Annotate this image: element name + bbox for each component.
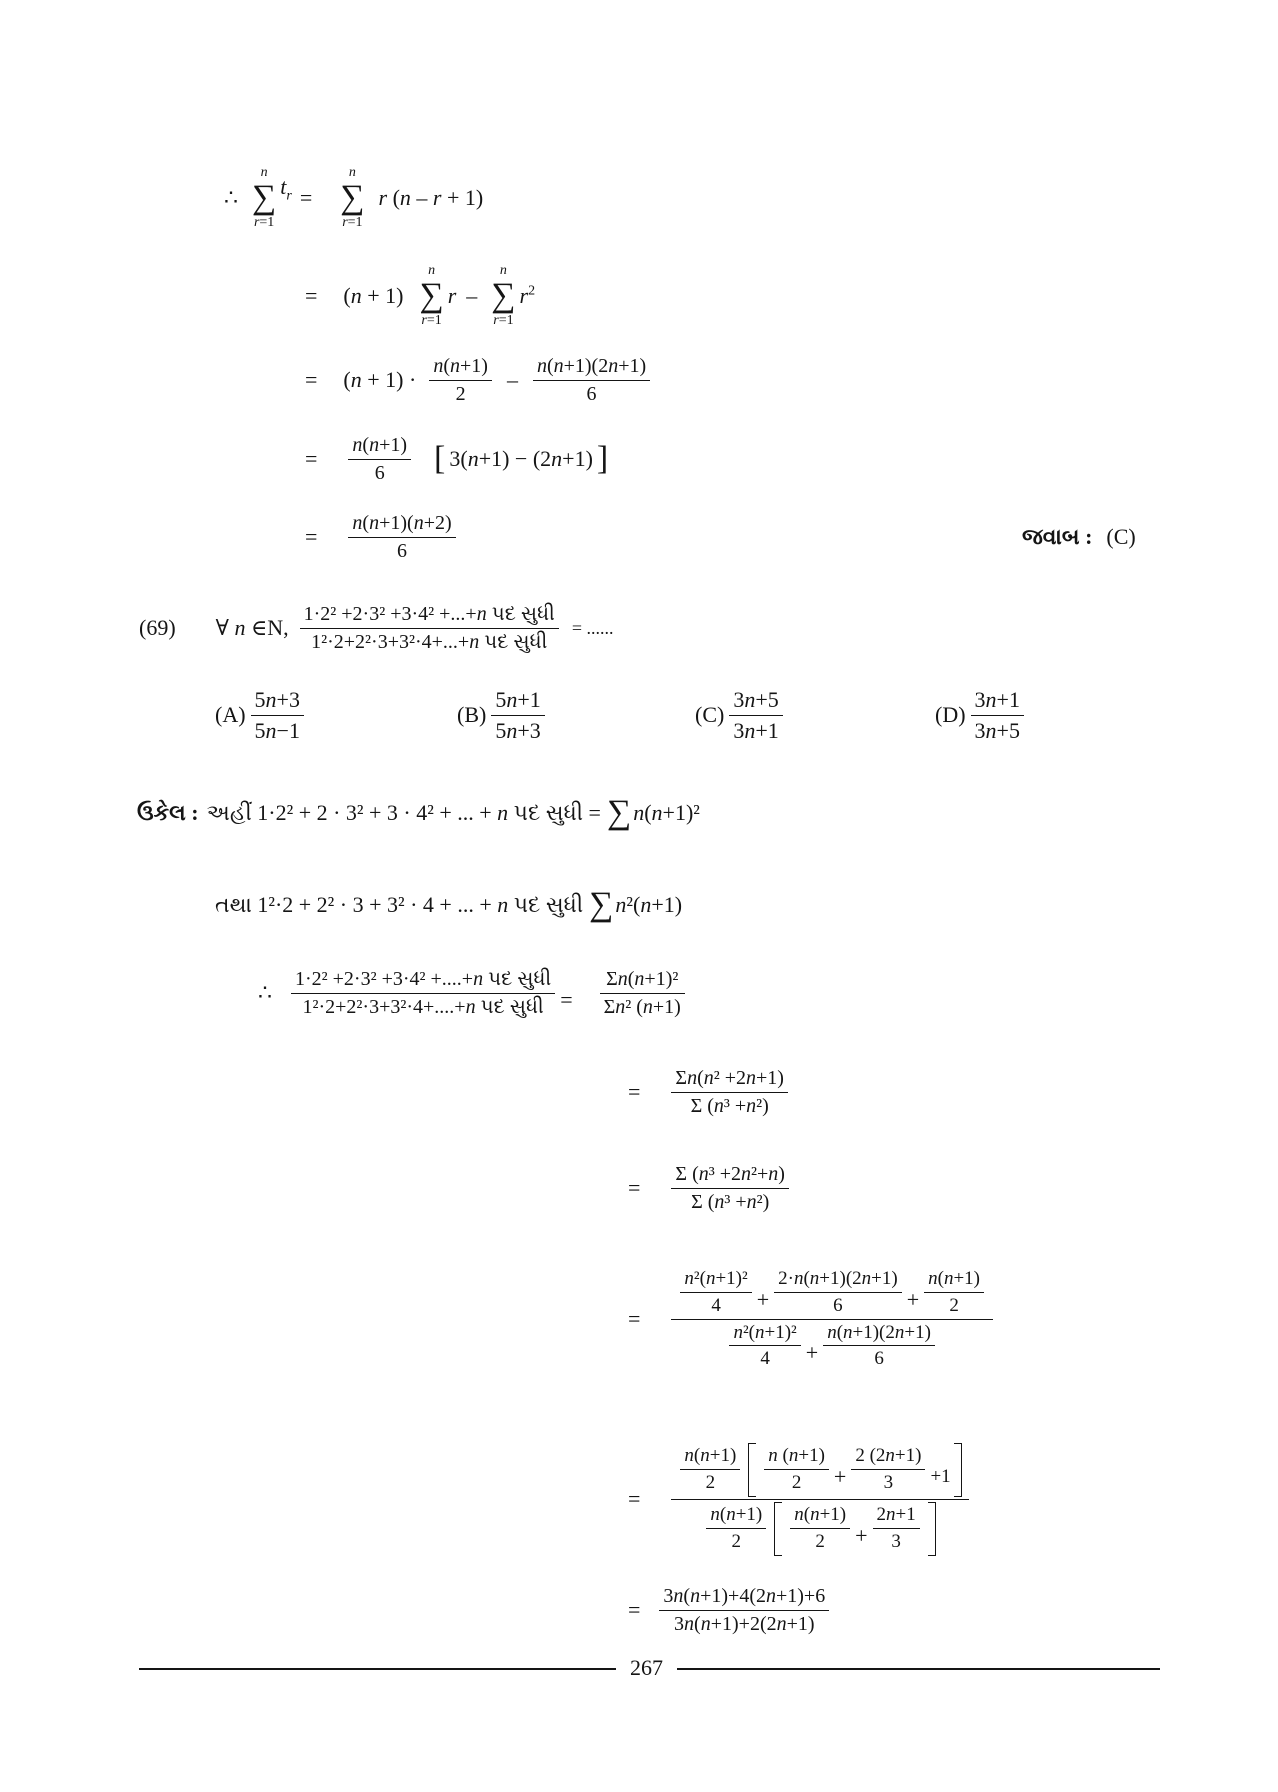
math-variable: n — [633, 800, 645, 826]
equals-sign: = — [305, 367, 318, 393]
math-variable: n — [733, 1321, 743, 1343]
math-variable: n — [642, 995, 653, 1018]
fraction-denominator: 5n+3 — [495, 717, 541, 743]
fraction-denominator: 1²·2+2²·3+3²·4+....+n પદ સુધી — [302, 995, 544, 1018]
option-label: (B) — [457, 702, 487, 728]
sum-lower-limit: r=1 — [421, 312, 442, 328]
math-variable: n — [726, 1504, 736, 1526]
math-variable: n — [469, 630, 480, 653]
therefore-symbol: ∴ — [258, 980, 272, 1006]
equals-sign: = — [628, 1079, 641, 1105]
math-variable: n — [506, 717, 518, 743]
option-fraction — [971, 687, 1024, 743]
math-variable: n — [369, 433, 380, 456]
fraction-denominator: 2 — [791, 1472, 802, 1493]
fraction — [429, 355, 492, 406]
option-c — [695, 680, 788, 750]
fraction — [924, 1268, 984, 1317]
math-variable: r — [493, 312, 499, 328]
fraction-denominator: 6 — [586, 382, 597, 405]
math-variable: n — [352, 433, 363, 456]
fraction-numerator: n(n+1) — [429, 355, 492, 381]
sum-term: n²(n+1) — [615, 892, 683, 918]
math-variable: n — [755, 1321, 765, 1343]
summand-squared — [520, 283, 536, 308]
derivation-line-5 — [305, 502, 461, 572]
compound-fraction — [671, 1268, 993, 1370]
sigma-symbol: ∑ — [589, 886, 614, 923]
left-bracket — [748, 1443, 756, 1497]
solution-text: તથા 1²·2 + 2² · 3 + 3² · 4 + ... + n પદ સુધી — [215, 892, 584, 918]
compound-denominator — [671, 1500, 968, 1556]
sum-term: n(n+1)² — [633, 800, 700, 826]
math-variable: n — [684, 1612, 695, 1635]
math-variable: n — [690, 1584, 701, 1607]
summation — [491, 264, 515, 328]
derivation-line-2 — [305, 258, 535, 334]
sigma-symbol: ∑ — [606, 794, 632, 831]
math-variable: n — [499, 263, 507, 279]
math-variable: n — [673, 1584, 684, 1607]
summand — [448, 283, 457, 308]
factor: (n + 1) · — [343, 367, 417, 393]
solution-step-5 — [628, 1434, 974, 1564]
left-bracket — [774, 1502, 782, 1556]
summation — [252, 166, 276, 230]
fraction-denominator: 4 — [729, 1345, 800, 1370]
math-variable: n — [746, 1066, 757, 1089]
sigma-symbol: ∑ — [491, 277, 516, 315]
math-variable: n — [553, 354, 564, 377]
math-variable: n — [465, 995, 476, 1018]
math-variable: n — [793, 1267, 804, 1289]
math-variable: n — [700, 1612, 711, 1635]
math-variable: n — [234, 615, 246, 641]
option-label: (D) — [935, 702, 966, 728]
math-variable: n — [746, 1094, 757, 1117]
sigma-symbol: ∑ — [419, 277, 444, 315]
fraction — [790, 1504, 850, 1553]
fraction — [729, 1322, 800, 1371]
math-variable: n — [698, 1162, 709, 1185]
math-variable: n — [827, 1321, 837, 1343]
answer — [1022, 522, 1136, 552]
math-variable: n — [634, 967, 645, 990]
fraction-denominator: 6 — [397, 539, 408, 562]
math-variable: r — [421, 312, 427, 328]
fraction-denominator: 6 — [823, 1345, 935, 1370]
sum-upper-limit — [261, 166, 268, 180]
math-variable: n — [714, 1190, 725, 1213]
math-variable: n — [768, 1162, 779, 1185]
math-variable: n — [433, 354, 444, 377]
sum-upper-limit — [349, 166, 356, 180]
derivation-line-1 — [214, 160, 483, 236]
fraction-numerator: 3n(n+1)+4(2n+1)+6 — [659, 1585, 829, 1611]
math-variable: n — [350, 367, 362, 393]
sum-upper-limit — [428, 264, 435, 278]
math-variable: n — [768, 1445, 778, 1467]
page-number-text: 267 — [630, 1655, 663, 1681]
fraction-numerator: n²(n+1)² — [680, 1268, 751, 1293]
right-bracket — [954, 1443, 962, 1497]
math-variable: n — [985, 717, 997, 743]
math-variable: n — [746, 1190, 757, 1213]
fraction-numerator: 1·2² +2·3² +3·4² +....+n પદ સુધી — [291, 968, 555, 994]
fraction — [533, 355, 650, 406]
bracket-expression: 3(n+1) − (2n+1) — [449, 446, 593, 472]
footer-rule-left — [139, 1668, 616, 1670]
question-69 — [139, 590, 613, 666]
plus-sign: + — [805, 1340, 819, 1366]
option-label: (A) — [215, 702, 246, 728]
summation — [340, 166, 364, 230]
equals-sign: = — [628, 1597, 641, 1623]
math-variable: n — [497, 800, 509, 826]
fraction — [680, 1445, 740, 1494]
derivation-line-3 — [305, 345, 655, 415]
math-variable: n — [885, 1445, 895, 1467]
fraction-numerator: 2n+1 — [876, 1504, 916, 1526]
fraction-numerator: n(n+1) — [348, 434, 411, 460]
math-variable: r — [253, 214, 260, 230]
close-bracket: ] — [596, 440, 609, 478]
fraction-numerator: n(n+1)(2n+1) — [533, 355, 650, 381]
fraction-numerator: 3n+1 — [971, 687, 1024, 715]
fraction-denominator: Σn² (n+1) — [603, 995, 681, 1018]
fraction-denominator: 6 — [374, 461, 385, 484]
math-variable: n — [741, 1162, 752, 1185]
solution-text: અહીં 1·2² + 2 · 3² + 3 · 4² + ... + n પદ સુધી = — [206, 800, 601, 826]
math-variable: n — [369, 511, 380, 534]
page-number — [616, 1654, 677, 1682]
math-variable: n — [551, 446, 563, 472]
fraction-denominator: 2 — [705, 1472, 716, 1493]
question-fraction — [300, 603, 559, 654]
fraction-numerator: 2·n(n+1)(2n+1) — [774, 1268, 902, 1293]
fraction-numerator: n(n+1) — [710, 1504, 763, 1526]
math-variable: n — [744, 717, 756, 743]
math-variable: r — [519, 283, 529, 309]
fraction-denominator: 3n+5 — [974, 717, 1020, 743]
exponent: 2 — [528, 284, 536, 300]
math-variable: n — [617, 967, 628, 990]
math-variable: n — [776, 1612, 787, 1635]
equals-sign: = — [299, 185, 313, 211]
sigma-symbol: ∑ — [340, 179, 365, 217]
math-variable: n — [705, 1267, 716, 1289]
summation — [419, 264, 443, 328]
math-variable: n — [615, 892, 627, 918]
plus-sign: + — [906, 1286, 920, 1312]
answer-label: જવાબ : — [1022, 524, 1093, 550]
minus-sign: – — [506, 367, 518, 393]
sum-upper-limit — [500, 264, 507, 278]
sum-lower-limit: r=1 — [253, 214, 275, 230]
fraction-denominator: Σ (n³ +n²) — [690, 1094, 769, 1117]
math-variable: n — [399, 185, 411, 211]
sigma-symbol: ∑ — [252, 179, 277, 217]
solution-step-6 — [628, 1578, 834, 1642]
math-variable: n — [943, 1267, 954, 1289]
fraction-denominator: 2 — [455, 382, 466, 405]
fraction-denominator: 3 — [883, 1472, 894, 1493]
fraction-numerator: Σ (n³ +2n²+n) — [671, 1163, 789, 1189]
fraction-denominator: 3n(n+1)+2(2n+1) — [674, 1612, 815, 1635]
summand: r (n – r + 1) — [378, 185, 484, 211]
summand — [520, 283, 529, 308]
math-variable: n — [449, 354, 460, 377]
solution-line-1 — [137, 788, 700, 838]
fraction-denominator: 5n−1 — [254, 717, 300, 743]
fraction-denominator: 2 — [949, 1294, 959, 1316]
fraction-denominator: 1²·2+2²·3+3²·4+...+n પદ સુધી — [311, 630, 548, 653]
option-label: (C) — [695, 702, 725, 728]
fraction-numerator: 2 (2n+1) — [851, 1445, 925, 1470]
plus-sign: + — [756, 1286, 770, 1312]
fraction-denominator: 4 — [711, 1294, 721, 1316]
math-variable: n — [536, 354, 547, 377]
math-variable: n — [260, 165, 268, 181]
math-variable: n — [703, 1066, 714, 1089]
math-variable: n — [352, 511, 363, 534]
option-b — [457, 680, 550, 750]
fraction-numerator: n²(n+1)² — [733, 1321, 797, 1343]
option-fraction — [251, 687, 304, 743]
fraction-numerator: n(n+1)(n+2) — [348, 512, 455, 538]
equals-sign: = — [560, 987, 573, 1013]
math-variable: n — [265, 687, 277, 713]
math-variable: n — [348, 165, 356, 181]
plus-sign: + — [833, 1463, 847, 1489]
fraction — [851, 1445, 925, 1494]
math-variable: n — [744, 687, 756, 713]
fraction — [706, 1504, 766, 1553]
math-variable: r — [432, 185, 442, 211]
solution-step-4 — [628, 1254, 998, 1384]
math-variable: n — [506, 687, 518, 713]
fraction — [823, 1322, 935, 1371]
math-variable: n — [413, 511, 424, 534]
math-variable: n — [428, 263, 436, 279]
equals-sign: = — [305, 524, 318, 550]
fraction-numerator: Σn(n+1)² — [600, 968, 685, 994]
fraction-denominator: 2 — [790, 1528, 850, 1553]
equals-sign: = — [628, 1175, 641, 1201]
solution-step-3 — [628, 1153, 794, 1223]
plus-one: +1 — [930, 1465, 951, 1487]
math-variable: n — [710, 1504, 720, 1526]
fraction-numerator: 1·2² +2·3² +3·4² +...+n પદ સુધી — [300, 603, 559, 629]
equals-blank: = ...... — [571, 617, 614, 638]
plus-sign: + — [855, 1522, 868, 1548]
math-variable: n — [615, 995, 626, 1018]
answer-value: (C) — [1106, 524, 1136, 550]
math-variable: n — [497, 892, 509, 918]
fraction-denominator: 6 — [833, 1294, 843, 1316]
math-variable: n — [640, 892, 652, 918]
right-bracket — [928, 1502, 936, 1556]
math-variable: n — [894, 1321, 905, 1343]
math-variable: t — [280, 173, 287, 199]
math-variable: n — [684, 1445, 694, 1467]
fraction — [291, 968, 555, 1019]
fraction — [600, 968, 685, 1019]
compound-numerator — [671, 1268, 993, 1320]
fraction-numerator: n(n+1)(2n+1) — [827, 1321, 931, 1343]
fraction — [764, 1445, 829, 1494]
fraction — [671, 1067, 788, 1118]
fraction — [680, 1268, 751, 1317]
math-variable: n — [608, 354, 619, 377]
fraction — [659, 1585, 829, 1636]
fraction — [873, 1504, 920, 1553]
fraction-numerator: n(n+1) — [794, 1504, 847, 1526]
fraction-numerator: n(n+1) — [924, 1268, 984, 1293]
equals-sign: = — [628, 1486, 641, 1512]
term-t-r — [280, 174, 292, 204]
option-a — [215, 680, 309, 750]
option-fraction — [729, 687, 782, 743]
fraction-numerator: Σn(n² +2n+1) — [671, 1067, 788, 1093]
equals-sign: = — [628, 1306, 641, 1332]
math-variable: n — [684, 1267, 694, 1289]
math-variable: r — [342, 214, 348, 230]
math-variable: n — [476, 602, 487, 625]
option-fraction — [491, 687, 544, 743]
fraction-denominator: 2 — [706, 1528, 766, 1553]
solution-step-2 — [628, 1057, 793, 1127]
fraction-numerator: 5n+3 — [251, 687, 304, 715]
fraction-numerator: 3n+5 — [729, 687, 782, 715]
derivation-line-4 — [305, 424, 612, 494]
fraction-denominator: 3n+1 — [733, 717, 779, 743]
math-variable: n — [809, 1267, 820, 1289]
fraction — [671, 1163, 789, 1214]
equals-sign: = — [305, 446, 318, 472]
math-variable: n — [687, 1066, 698, 1089]
math-variable: n — [473, 967, 484, 990]
fraction-denominator: Σ (n³ +n²) — [691, 1190, 770, 1213]
therefore-symbol: ∴ — [224, 185, 238, 211]
fraction-denominator: 3 — [873, 1528, 920, 1553]
compound-numerator — [671, 1443, 968, 1500]
math-variable: n — [886, 1504, 896, 1526]
math-variable: r — [378, 185, 388, 211]
fraction-numerator: n (n+1) — [764, 1445, 829, 1470]
math-variable: n — [985, 687, 997, 713]
fraction — [774, 1268, 902, 1317]
math-variable: n — [810, 1504, 820, 1526]
math-variable: n — [713, 1094, 724, 1117]
math-variable: n — [265, 717, 277, 743]
math-variable: n — [467, 446, 479, 472]
math-variable: n — [765, 1584, 776, 1607]
fraction-numerator: n(n+1) — [680, 1445, 740, 1470]
compound-fraction — [671, 1443, 968, 1556]
math-variable: n — [788, 1445, 799, 1467]
minus-sign: – — [466, 283, 478, 309]
sum-lower-limit: r=1 — [493, 312, 514, 328]
math-variable: n — [928, 1267, 938, 1289]
fraction — [348, 512, 455, 563]
solution-heading: ઉકેલ : — [137, 800, 199, 826]
math-variable: n — [794, 1504, 804, 1526]
fraction-numerator: 5n+1 — [491, 687, 544, 715]
factor: (n + 1) — [343, 283, 404, 309]
solution-step-1 — [258, 955, 690, 1031]
footer-rule-right — [677, 1668, 1160, 1670]
math-variable: r — [447, 283, 457, 309]
math-variable: n — [700, 1445, 710, 1467]
option-d — [935, 680, 1029, 750]
solution-line-2 — [215, 880, 682, 930]
fraction — [348, 434, 411, 485]
math-variable: n — [843, 1321, 853, 1343]
compound-denominator — [671, 1320, 993, 1371]
math-variable: n — [651, 800, 663, 826]
open-bracket: [ — [434, 440, 446, 478]
math-variable: r — [286, 188, 292, 204]
math-variable: n — [861, 1267, 872, 1289]
equals-sign: = — [305, 283, 318, 309]
question-number: (69) — [139, 615, 176, 641]
math-variable: n — [350, 283, 362, 309]
question-condition: ∀ n ∈N, — [215, 615, 289, 641]
term-t-subscript — [286, 188, 291, 203]
sum-lower-limit: r=1 — [342, 214, 363, 230]
